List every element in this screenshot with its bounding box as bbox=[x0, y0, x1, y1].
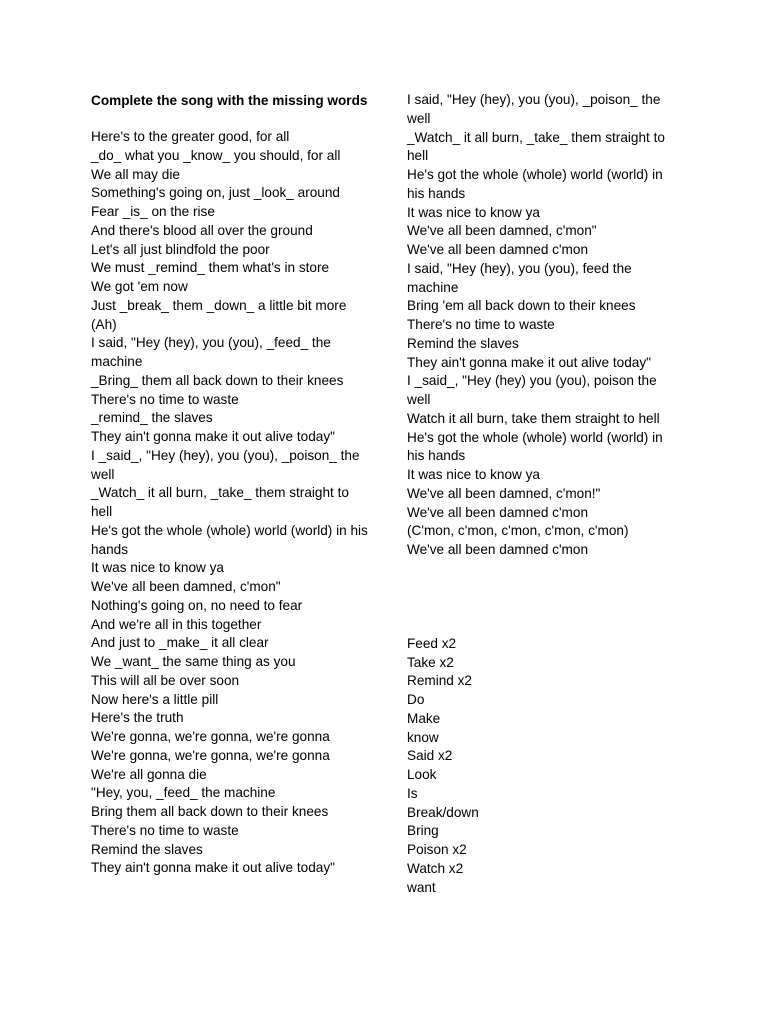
lyric-line: I said, "Hey (hey), you (you), feed the machine bbox=[407, 260, 632, 295]
spacer bbox=[407, 560, 682, 635]
lyric-line: They ain't gonna make it out alive today" bbox=[91, 860, 335, 876]
lyric-line: Just _break_ them _down_ a little bit more (Ah) bbox=[91, 297, 347, 332]
word-bank-item: Take x2 bbox=[407, 654, 454, 670]
lyric-line: They ain't gonna make it out alive today" bbox=[407, 354, 651, 370]
lyric-line: Something's going on, just _look_ around bbox=[91, 185, 340, 201]
lyric-line: And we're all in this together bbox=[91, 616, 262, 632]
word-bank-item: Feed x2 bbox=[407, 635, 457, 651]
word-bank-item: Bring bbox=[407, 823, 439, 839]
lyric-line: We all may die bbox=[91, 166, 180, 182]
lyric-line: Now here's a little pill bbox=[91, 691, 219, 707]
lyric-line: Remind the slaves bbox=[407, 335, 519, 351]
lyric-line: We've all been damned c'mon bbox=[407, 242, 589, 257]
word-bank-item: Do bbox=[407, 692, 425, 707]
lyric-line: _remind_ the slaves bbox=[91, 410, 213, 426]
lyric-line: "Hey, you, _feed_ the machine bbox=[91, 785, 276, 801]
lyric-line: We've all been damned c'mon bbox=[407, 504, 589, 520]
word-bank-item: Is bbox=[407, 785, 418, 801]
lyric-line: He's got the whole (whole) world (world) in his hands bbox=[407, 429, 663, 464]
lyric-line: He's got the whole (whole) world (world) in his hands bbox=[91, 522, 368, 557]
lyric-line: Watch it all burn, take them straight to hell bbox=[407, 410, 660, 426]
lyric-line: It was nice to know ya bbox=[407, 467, 540, 482]
lyric-line: We've all been damned, c'mon" bbox=[91, 579, 281, 594]
lyric-line: I said, "Hey (hey), you (you), _feed_ the machine bbox=[91, 335, 331, 369]
lyric-line: They ain't gonna make it out alive today" bbox=[91, 429, 335, 444]
lyric-line: We've all been damned, c'mon!" bbox=[407, 485, 601, 501]
word-bank-item: want bbox=[407, 879, 436, 895]
lyric-line: We got 'em now bbox=[91, 279, 188, 294]
lyric-line: This will all be over soon bbox=[91, 672, 240, 688]
lyric-line: There's no time to waste bbox=[407, 317, 555, 332]
lyrics-left bbox=[91, 128, 371, 878]
lyric-line: Let's all just blindfold the poor bbox=[91, 241, 270, 257]
word-bank bbox=[407, 635, 682, 898]
lyric-line: (C'mon, c'mon, c'mon, c'mon, c'mon) bbox=[407, 523, 629, 539]
lyric-line: _Bring_ them all back down to their knees bbox=[91, 372, 344, 388]
lyric-line: We've all been damned, c'mon" bbox=[407, 223, 597, 239]
worksheet-title: Complete the song with the missing words bbox=[91, 93, 368, 108]
lyric-line: Bring them all back down to their knees bbox=[91, 804, 329, 819]
right-column bbox=[407, 91, 682, 897]
lyric-line: And there's blood all over the ground bbox=[91, 222, 313, 238]
lyric-line: Here's to the greater good, for all bbox=[91, 129, 290, 144]
lyric-line: We're gonna, we're gonna, we're gonna bbox=[91, 729, 330, 744]
lyric-line: It was nice to know ya bbox=[407, 204, 540, 220]
lyric-line: Here's the truth bbox=[91, 710, 184, 726]
lyric-line: He's got the whole (whole) world (world) in his hands bbox=[407, 167, 663, 201]
word-bank-item: know bbox=[407, 729, 439, 745]
lyric-line: Bring 'em all back down to their knees bbox=[407, 298, 636, 314]
lyric-line: Fear _is_ on the rise bbox=[91, 204, 215, 219]
lyric-line: Nothing's going on, no need to fear bbox=[91, 597, 303, 613]
lyric-line: Remind the slaves bbox=[91, 841, 203, 857]
word-bank-item: Make bbox=[407, 710, 441, 726]
lyric-line: We _want_ the same thing as you bbox=[91, 654, 296, 669]
left-column bbox=[91, 91, 371, 878]
lyric-line: We're all gonna die bbox=[91, 766, 207, 782]
lyric-line: It was nice to know ya bbox=[91, 560, 224, 576]
lyric-line: _Watch_ it all burn, _take_ them straight to hell bbox=[91, 485, 349, 519]
word-bank-item: Watch x2 bbox=[407, 860, 464, 876]
word-bank-item: Poison x2 bbox=[407, 842, 467, 857]
lyric-line: We've all been damned c'mon bbox=[407, 542, 589, 557]
word-bank-item: Break/down bbox=[407, 804, 479, 820]
lyric-line: _do_ what you _know_ you should, for all bbox=[91, 147, 341, 163]
lyric-line: There's no time to waste bbox=[91, 391, 239, 407]
word-bank-item: Look bbox=[407, 767, 437, 782]
lyric-line: _Watch_ it all burn, _take_ them straight to hell bbox=[407, 129, 665, 164]
word-bank-item: Said x2 bbox=[407, 748, 453, 764]
lyrics-right bbox=[407, 91, 682, 560]
lyric-line: We're gonna, we're gonna, we're gonna bbox=[91, 747, 330, 763]
lyric-line: I _said_, "Hey (hey) you (you), poison the well bbox=[407, 373, 657, 407]
lyric-line: We must _remind_ them what's in store bbox=[91, 260, 330, 276]
lyric-line: And just to _make_ it all clear bbox=[91, 635, 269, 651]
lyric-line: I said, "Hey (hey), you (you), _poison_ the well bbox=[407, 92, 661, 126]
lyric-line: There's no time to waste bbox=[91, 822, 239, 838]
lyric-line: I _said_, "Hey (hey), you (you), _poison_ the well bbox=[91, 447, 360, 482]
word-bank-item: Remind x2 bbox=[407, 673, 472, 689]
